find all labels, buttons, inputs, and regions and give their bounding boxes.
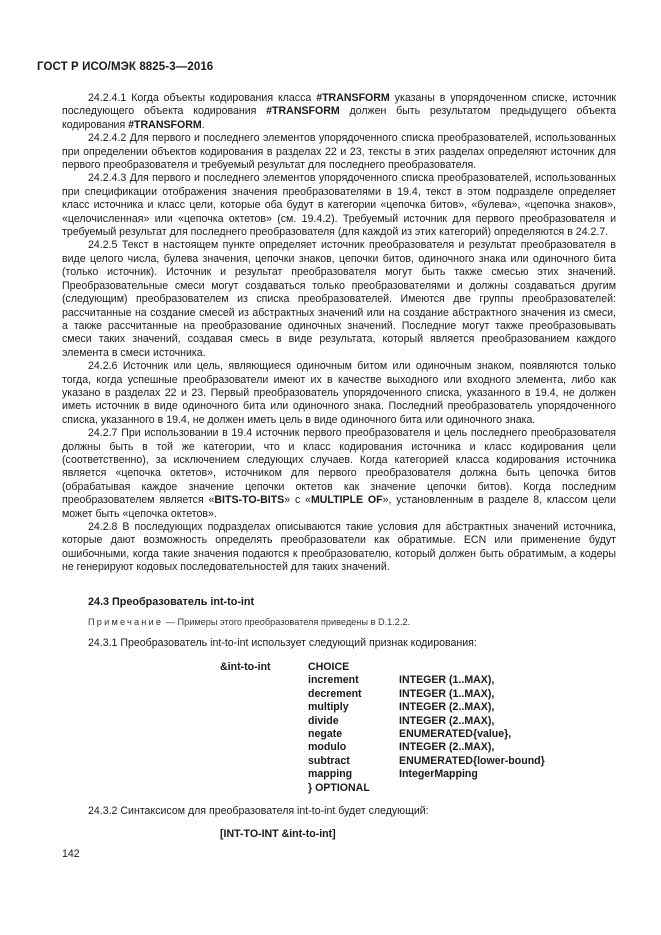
code-row bbox=[220, 674, 545, 687]
text: 24.2.7 При использовании в 19.4 источник первого преобразователя и цель последнего преобразователя должны быть в той же категории, что и класс кодирования источника и класс кодирования цели (соответственно), за исключением следующих случаев. Когда категорией класса кодирования источника является «цепочка октетов», источником для первого преобразователя должна быть цепочка битов (обрабатывая каждое значение цепочки октетов как значение цепочки битов). Когда последним преобразователем является « bbox=[62, 427, 616, 507]
document-header: ГОСТ Р ИСО/МЭК 8825-3—2016 bbox=[37, 61, 214, 73]
code-type: INTEGER (1..MAX), bbox=[399, 674, 495, 687]
body-text bbox=[62, 92, 616, 575]
syntax-line: [INT-TO-INT &int-to-int] bbox=[220, 828, 336, 840]
paragraph-24-2-4-2: 24.2.4.2 Для первого и последнего элементов упорядоченного списка преобразователей, использованных при определении объектов кодирования в разделах 22 и 23, тексты в этих разделах определяют источник для первого преобразователя и требуемый результат для последнего преобразователя. bbox=[62, 132, 616, 172]
code-name: &int-to-int bbox=[220, 661, 271, 673]
code-field: modulo bbox=[308, 741, 347, 754]
keyword-multiple-of: MULTIPLE OF bbox=[310, 494, 383, 507]
code-field: divide bbox=[308, 714, 339, 727]
code-block bbox=[220, 661, 545, 795]
code-closing: } OPTIONAL bbox=[308, 781, 370, 794]
paragraph-24-2-6: 24.2.6 Источник или цель, являющиеся одиночным битом или одиночным знаком, появляются только тогда, когда успешные преобразователи имеют их в качестве выходного или входного элемента, либо как указано в разделах 22 и 23. Первый преобразователь упорядоченного списка, указанного в 19.4, не должен иметь источник в виде одиночного бита или одиночного знака. Последний преобразователь упорядоченного списка, указанного в 19.4, не должен иметь цель в виде одиночного бита или одиночного знака. bbox=[62, 360, 616, 426]
paragraph-24-3-1: 24.3.1 Преобразователь int-to-int использует следующий признак кодирования: bbox=[88, 637, 477, 649]
code-type: INTEGER (2..MAX), bbox=[399, 741, 495, 754]
code-row bbox=[220, 661, 545, 674]
text: . bbox=[201, 118, 205, 131]
code-field: multiply bbox=[308, 701, 349, 714]
keyword-bits-to-bits: BITS-TO-BITS bbox=[214, 494, 285, 507]
code-type: IntegerMapping bbox=[399, 768, 478, 781]
text: 24.2.4.1 Когда объекты кодирования класса bbox=[88, 92, 317, 104]
code-row bbox=[220, 728, 545, 741]
paragraph-24-2-5: 24.2.5 Текст в настоящем пункте определяет источник преобразователя и результат преобразователя в виде целого числа, булева значения, цепочки знаков, цепочки битов, одиночного знака или одиночного бита (только источник). Источник и результат преобразователя могут быть также смесью этих значений. Преобразовательные смеси могут создаваться только преобразователями и должны создаваться другим (следующим) преобразователем из списка преобразователей. Имеются две группы преобразователей: рассчитанные на создание смесей из абстрактных значений или на создание абстрактного значения из смеси, а также рассчитанные на преобразование одиночных значений. Последние могут также преобразовывать смеси таких значений, создавая смесь в виде результата, который является преобразованием каждого элемента в смеси источника. bbox=[62, 239, 616, 359]
text: указаны в упорядоченном списке, источник последующего объекта кодирования bbox=[62, 92, 616, 118]
code-field: subtract bbox=[308, 754, 350, 767]
code-type: ENUMERATED{lower-bound} bbox=[399, 754, 545, 767]
keyword-transform: #TRANSFORM bbox=[316, 92, 390, 104]
code-type: ENUMERATED{value}, bbox=[399, 727, 512, 740]
code-row bbox=[220, 688, 545, 701]
code-row bbox=[220, 755, 545, 768]
paragraph-24-2-8: 24.2.8 В последующих подразделах описываются такие условия для абстрактных значений источника, которые дают возможность определять преобразователи как обратимые. ECN или применение будут ошибочными, когда такие значения подаются к преобразователю, который должен быть обратимым, а кодеры не генерируют кодовых последовательностей для таких значений. bbox=[62, 521, 616, 574]
keyword-transform: #TRANSFORM bbox=[266, 105, 340, 118]
code-row bbox=[220, 741, 545, 754]
code-type: INTEGER (2..MAX), bbox=[399, 714, 495, 727]
keyword-transform: #TRANSFORM bbox=[128, 118, 202, 131]
text: » с « bbox=[284, 494, 311, 507]
code-row bbox=[220, 782, 545, 795]
page-number: 142 bbox=[62, 848, 80, 860]
code-row bbox=[220, 768, 545, 781]
note-text: — Примеры этого преобразователя приведены в D.1.2.2. bbox=[163, 617, 411, 627]
code-type: INTEGER (1..MAX), bbox=[399, 687, 495, 700]
paragraph-24-2-4-1 bbox=[62, 92, 616, 132]
paragraph-24-2-7 bbox=[62, 427, 616, 521]
code-field: decrement bbox=[308, 687, 362, 700]
note-label: Примечание bbox=[88, 617, 164, 627]
code-row bbox=[220, 715, 545, 728]
code-row bbox=[220, 701, 545, 714]
text: должен быть результатом предыдущего объекта кодирования bbox=[62, 105, 616, 131]
note bbox=[88, 617, 410, 627]
paragraph-24-3-2: 24.3.2 Синтаксисом для преобразователя int-to-int будет следующий: bbox=[88, 805, 429, 817]
code-choice: CHOICE bbox=[308, 661, 350, 673]
section-title: 24.3 Преобразователь int-to-int bbox=[88, 596, 255, 608]
text: », установленным в разделе 8, классом цели может быть «цепочка октетов». bbox=[62, 494, 616, 520]
code-type: INTEGER (2..MAX), bbox=[399, 701, 495, 714]
code-field: negate bbox=[308, 727, 343, 740]
paragraph-24-2-4-3: 24.2.4.3 Для первого и последнего элементов упорядоченного списка преобразователей, использованных при спецификации отображения значения преобразователями в 19.4, текст в этом подразделе определяет класс источника и класс цели, которые оба будут в категории «цепочка битов», «булева», «цепочка знаков», «целочисленная» или «цепочка октетов» (см. 19.4.2). Требуемый источник для первого преобразователя и требуемый результат для последнего преобразователя (для каждой из этих категорий) определяются в 24.2.7. bbox=[62, 172, 616, 239]
code-field: increment bbox=[308, 674, 359, 687]
code-field: mapping bbox=[308, 768, 353, 781]
